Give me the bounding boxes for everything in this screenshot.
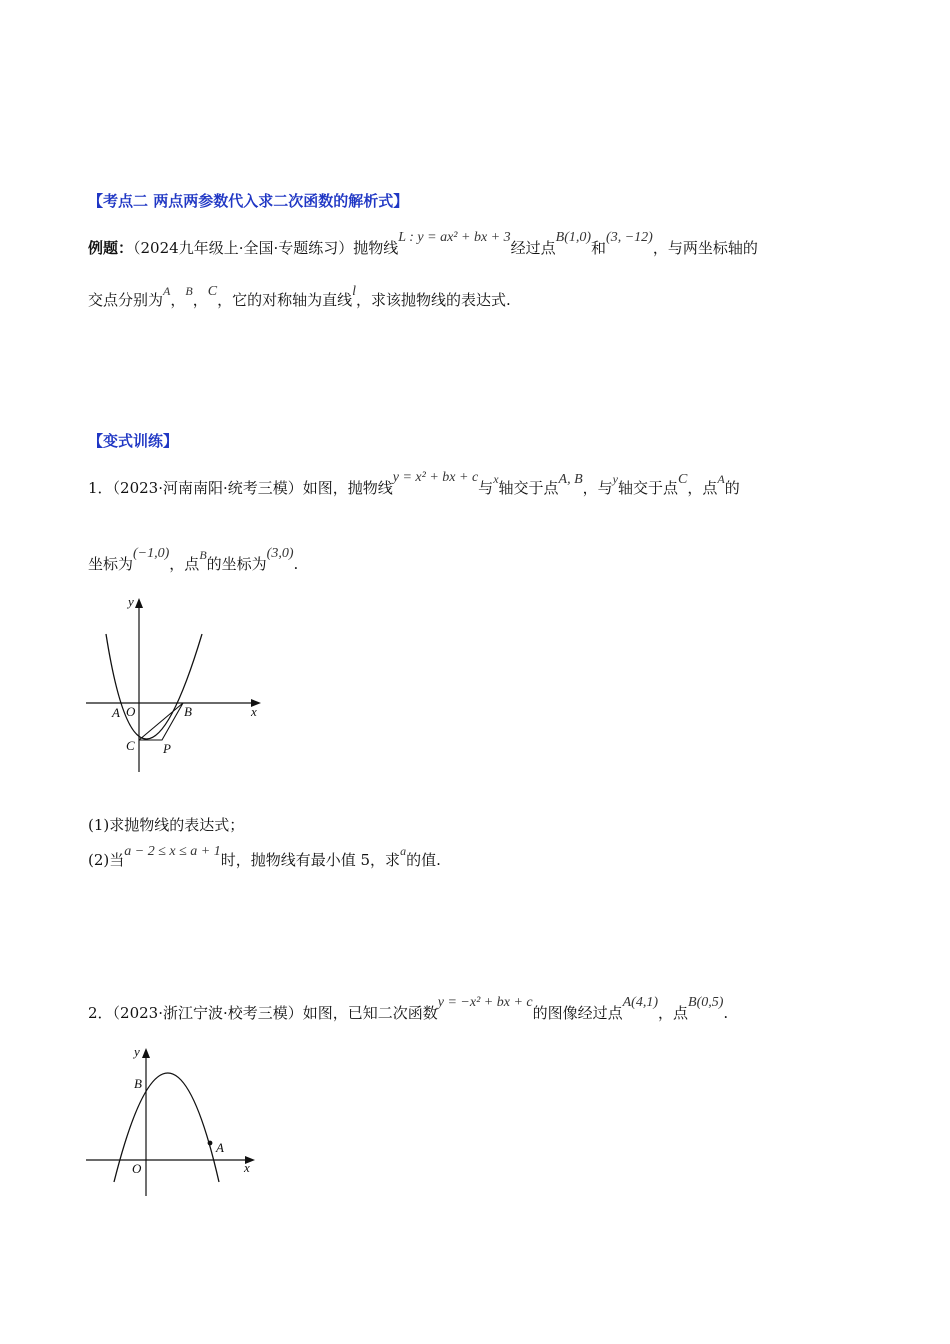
- q2-t1: 的图像经过点: [532, 1004, 623, 1022]
- q1-t2: 轴交于点: [498, 479, 559, 497]
- q1-t5: ，点: [687, 479, 718, 497]
- q2-label-x: x: [244, 1160, 250, 1175]
- example-source: （2024九年级上·全国·专题练习）抛物线: [133, 239, 399, 257]
- example-label: 例题：: [88, 239, 134, 257]
- q2-t2: ，点: [658, 1004, 689, 1022]
- q1-line-1: [88, 470, 740, 500]
- q1-sub2-var: a: [400, 844, 407, 858]
- q2-formula: y = −x² + bx + c: [437, 995, 533, 1010]
- example-point-b: B(1,0): [555, 230, 592, 245]
- var-l: l: [352, 284, 356, 299]
- q1-figure: [84, 594, 274, 778]
- q2-y-arrow: [142, 1048, 150, 1058]
- example-text-2: ，与两坐标轴的: [652, 239, 758, 257]
- q1-label-c: C: [126, 738, 135, 753]
- q2-label-b: B: [134, 1076, 142, 1091]
- q1-a: A: [717, 472, 725, 486]
- q1-x: x: [493, 472, 499, 486]
- q1-sub2-formula: a − 2 ≤ x ≤ a + 1: [124, 844, 221, 859]
- q1-coord-b: (3,0): [266, 546, 294, 561]
- q1-t6: 的: [724, 479, 740, 497]
- q1-line-2: [88, 546, 299, 576]
- q1-label-o: O: [126, 704, 136, 719]
- q2-point-b: B(0,5): [688, 995, 724, 1010]
- example-and: 和: [591, 239, 607, 257]
- q1-y: y: [612, 472, 618, 486]
- var-a: A: [163, 284, 171, 298]
- q1-sub-1: (1)求抛物线的表达式；: [88, 816, 245, 834]
- var-c: C: [207, 284, 218, 299]
- q1-label-y: y: [128, 594, 134, 609]
- q1-y-arrow: [135, 598, 143, 608]
- q1-c: C: [678, 472, 688, 487]
- q2-label-a: A: [216, 1140, 224, 1155]
- q1-source: （2023·河南南阳·统考三模）如图，抛物线: [112, 479, 393, 497]
- q1-parabola: [106, 634, 202, 739]
- q1-l2-b: ，点: [169, 555, 200, 573]
- q2-number: 2．: [88, 1004, 113, 1022]
- q1-coord-a: (−1,0): [133, 546, 170, 561]
- sep-2: ，: [192, 291, 208, 309]
- q1-number: 1．: [88, 479, 113, 497]
- q1-b: B: [199, 548, 207, 562]
- q1-sub2-b: 时，抛物线有最小值 5，求: [220, 851, 401, 869]
- q1-sub-2: [88, 844, 441, 872]
- example-l2-a: 交点分别为: [88, 291, 164, 309]
- example-l2-b: ，它的对称轴为直线: [217, 291, 353, 309]
- q1-t3: ，与: [582, 479, 613, 497]
- sep-1: ，: [170, 291, 186, 309]
- q2-line-1: [88, 995, 729, 1025]
- q2-point-a: A(4,1): [622, 995, 659, 1010]
- q2-label-y: y: [134, 1044, 140, 1059]
- q2-figure: [84, 1044, 274, 1200]
- q2-label-o: O: [132, 1161, 142, 1176]
- example-l2-c: ，求该抛物线的表达式.: [355, 291, 511, 309]
- q1-label-b: B: [184, 704, 192, 719]
- q1-formula: y = x² + bx + c: [392, 470, 479, 485]
- q1-t1: 与: [478, 479, 494, 497]
- section-heading: 【考点二 两点两参数代入求二次函数的解析式】: [88, 192, 409, 210]
- q1-l2-d: .: [293, 555, 299, 573]
- q1-label-x: x: [251, 704, 257, 719]
- q2-t3: .: [723, 1004, 729, 1022]
- q1-label-a: A: [112, 705, 120, 720]
- example-point-2: (3, −12): [606, 230, 653, 245]
- q1-ab: A, B: [558, 472, 583, 487]
- q1-label-p: P: [163, 741, 171, 756]
- variant-heading: 【变式训练】: [88, 432, 179, 450]
- example-line-2: [88, 284, 511, 312]
- q2-point-a-dot: [208, 1141, 213, 1146]
- q2-source: （2023·浙江宁波·校考三模）如图，已知二次函数: [112, 1004, 438, 1022]
- example-text-1: 经过点: [510, 239, 556, 257]
- example-formula: L : y = ax² + bx + 3: [398, 230, 511, 245]
- q1-l2-a: 坐标为: [88, 555, 134, 573]
- var-b: B: [185, 284, 193, 298]
- example-line-1: [88, 230, 758, 260]
- q1-t4: 轴交于点: [617, 479, 678, 497]
- q1-l2-c: 的坐标为: [206, 555, 267, 573]
- q1-triangle: [139, 703, 183, 740]
- q2-parabola: [114, 1073, 219, 1182]
- q1-sub2-a: (2)当: [88, 851, 125, 869]
- q1-sub2-c: 的值.: [406, 851, 441, 869]
